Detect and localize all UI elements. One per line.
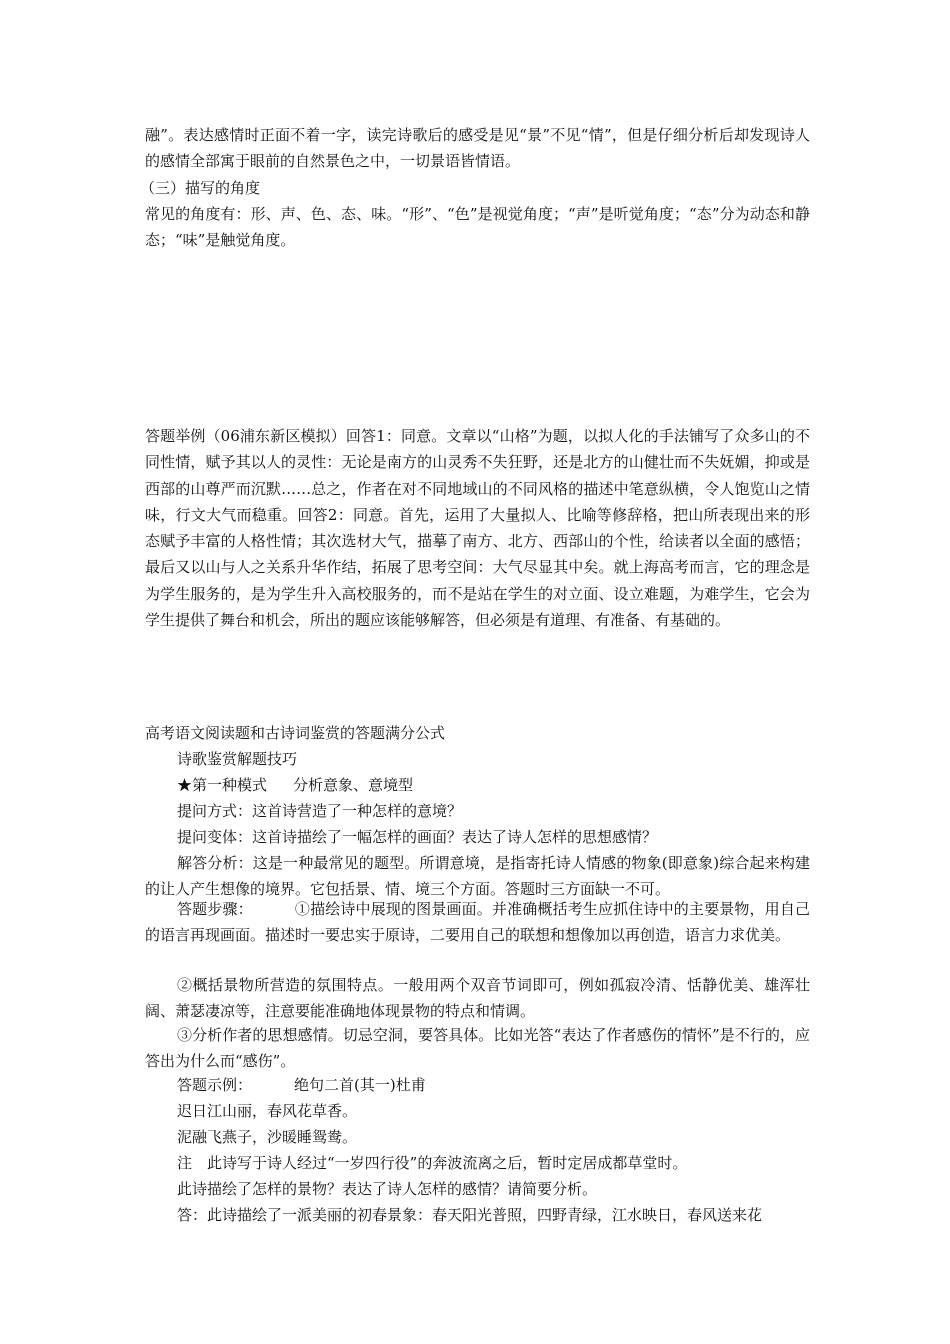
question-way: 提问方式：这首诗营造了一种怎样的意境？	[177, 802, 463, 820]
poem-line-one: 迟日江山丽，春风花草香。	[177, 1102, 358, 1120]
poem-note: 注 此诗写于诗人经过“一岁四行役”的奔波流离之后，暂时定居成都草堂时。	[177, 1154, 688, 1172]
example-label: 答题示例：	[177, 1076, 253, 1094]
answer-analysis: 解答分析：这是一种最常见的题型。所谓意境，是指寄托诗人情感的物象(即意象)综合起来构建的让人产生想像的境界。它包括景、情、境三个方面。答题时三方面缺一不可。	[145, 854, 810, 899]
example-question: 此诗描绘了怎样的景物？表达了诗人怎样的感情？请简要分析。	[177, 1180, 598, 1198]
answer-steps	[145, 896, 810, 949]
paragraph-answer-example: 答题举例（06浦东新区模拟）回答1：同意。文章以“山格”为题，以拟人化的手法铺写了众多山的不同性情，赋予其以人的灵性：无论是南方的山灵秀不失狂野，还是北方的山健壮而不失妩媚，抑或是西部的山尊严而沉默……总之，作者在对不同地域山的不同风格的描述中笔意纵横，令人饱览山之情味，行文大气而稳重。回答2：同意。首先，运用了大量拟人、比喻等修辞格，把山所表现出来的形态赋予丰富的人格性情；其次选材大气，描摹了南方、北方、西部山的个性，给读者以全面的感悟；最后又以山与人之关系升华作结，拓展了思考空间：大气尽显其中矣。就上海高考而言，它的理念是为学生服务的，是为学生升入高校服务的，而不是站在学生的对立面、设立难题，为难学生，它会为学生提供了舞台和机会，所出的题应该能够解答，但必须是有道理、有准备、有基础的。	[145, 427, 810, 630]
step-one: ①描绘诗中展现的图景画面。并准确概括考生应抓住诗中的主要景物，用自己的语言再现画面。描述时一要忠实于原诗，二要用自己的联想和想像加以再创造，语言力求优美。	[145, 900, 810, 945]
poem-line-two: 泥融飞燕子，沙暖睡鸳鸯。	[177, 1128, 358, 1146]
paragraph-description-angles: 常见的角度有：形、声、色、态、味。“形”、“色”是视觉角度；“声”是听觉角度；“态”分为动态和静态；“味”是触觉角度。	[145, 205, 810, 250]
section-subtitle: 诗歌鉴赏解题技巧	[177, 750, 298, 768]
step-two: ②概括景物所营造的氛围特点。一般用两个双音节词即可，例如孤寂冷清、恬静优美、雄浑壮阔、萧瑟凄凉等，注意要能准确地体现景物的特点和情调。	[145, 976, 810, 1021]
question-variant: 提问变体：这首诗描绘了一幅怎样的画面？表达了诗人怎样的思想感情？	[177, 828, 658, 846]
mode-name: 分析意象、意境型	[293, 776, 414, 794]
heading-description-angle: （三）描写的角度	[140, 179, 261, 197]
step-three: ③分析作者的思想感情。切忌空洞，要答具体。比如光答“表达了作者感伤的情怀”是不行的，应答出为什么而“感伤”。	[145, 1026, 810, 1071]
paragraph-scene-emotion: 融”。表达感情时正面不着一字，读完诗歌后的感受是见“景”不见“情”，但是仔细分析后却发现诗人的感情全部寓于眼前的自然景色之中，一切景语皆情语。	[145, 126, 810, 171]
section-title: 高考语文阅读题和古诗词鉴赏的答题满分公式	[145, 724, 446, 742]
mode-heading	[177, 772, 413, 798]
steps-label: 答题步骤：	[177, 900, 253, 918]
answer-example	[177, 1072, 426, 1098]
example-poem-title: 绝句二首(其一)杜甫	[294, 1076, 426, 1094]
mode-star-label: ★第一种模式	[177, 776, 268, 794]
example-answer: 答：此诗描绘了一派美丽的初春景象：春天阳光普照，四野青绿，江水映日，春风送来花	[177, 1206, 763, 1224]
